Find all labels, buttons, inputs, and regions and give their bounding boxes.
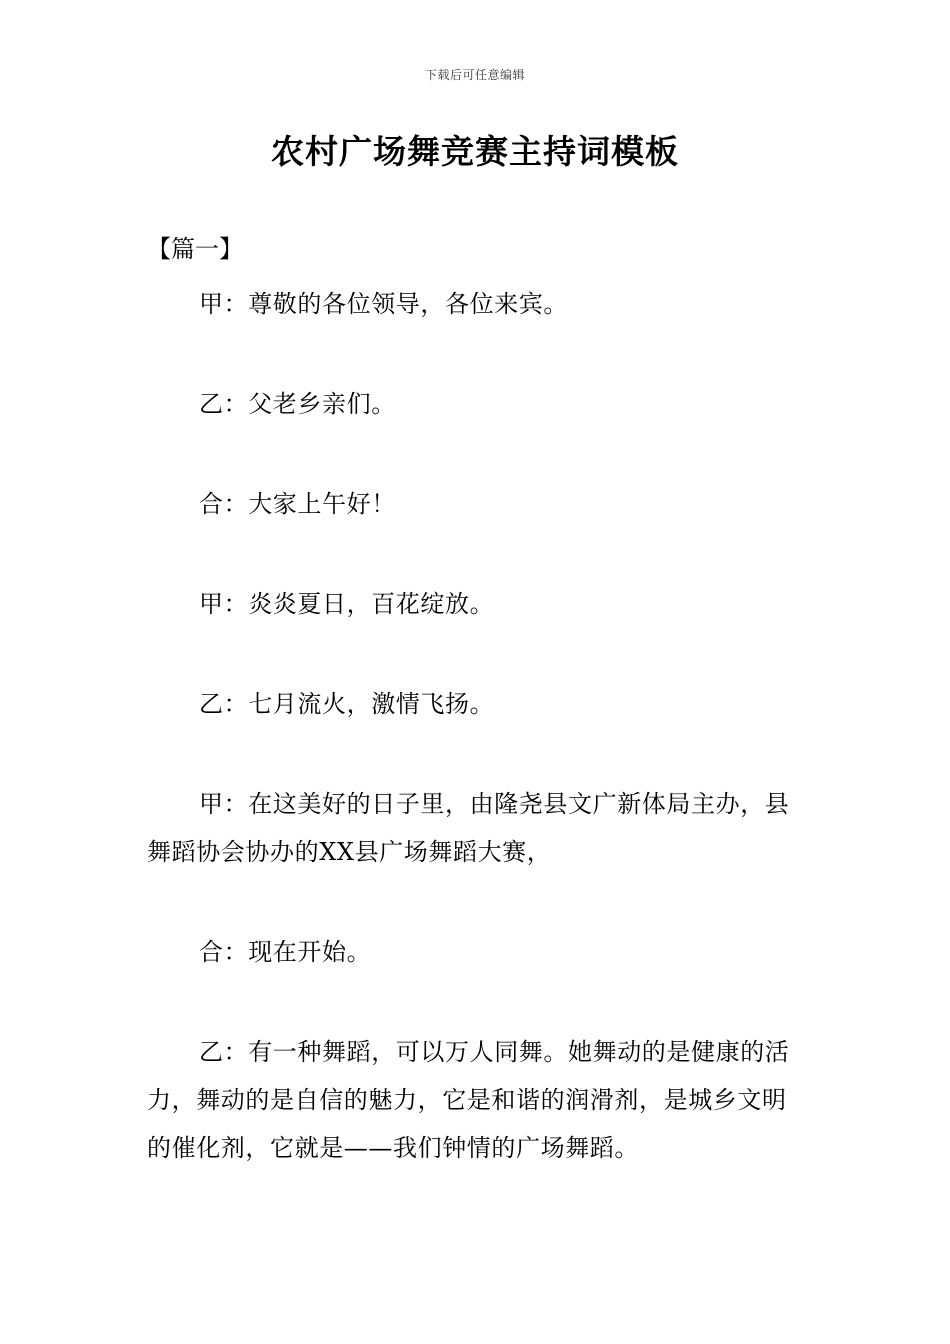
paragraph: 合：现在开始。 [199,938,372,966]
header-note: 下载后可任意编辑 [424,68,525,82]
paragraph: 甲：在这美好的日子里，由隆尧县文广新体局主办，县舞蹈协会协办的XX县广场舞蹈大赛， [147,790,790,866]
document-title: 农村广场舞竞赛主持词模板 [271,132,679,171]
paragraph: 乙：父老乡亲们。 [199,390,396,418]
paragraph: 合：大家上午好！ [199,490,396,518]
section-label: 【篇一】 [147,235,243,263]
paragraph: 乙：七月流火，激情飞扬。 [199,690,495,718]
document-body [147,230,807,1224]
paragraph: 甲：尊敬的各位领导，各位来宾。 [199,290,568,318]
paragraph: 乙：有一种舞蹈，可以万人同舞。她舞动的是健康的活力，舞动的是自信的魅力，它是和谐的润滑剂，是城乡文明的催化剂，它就是——我们钟情的广场舞蹈。 [147,1038,790,1162]
paragraph: 甲：炎炎夏日，百花绽放。 [199,590,495,618]
